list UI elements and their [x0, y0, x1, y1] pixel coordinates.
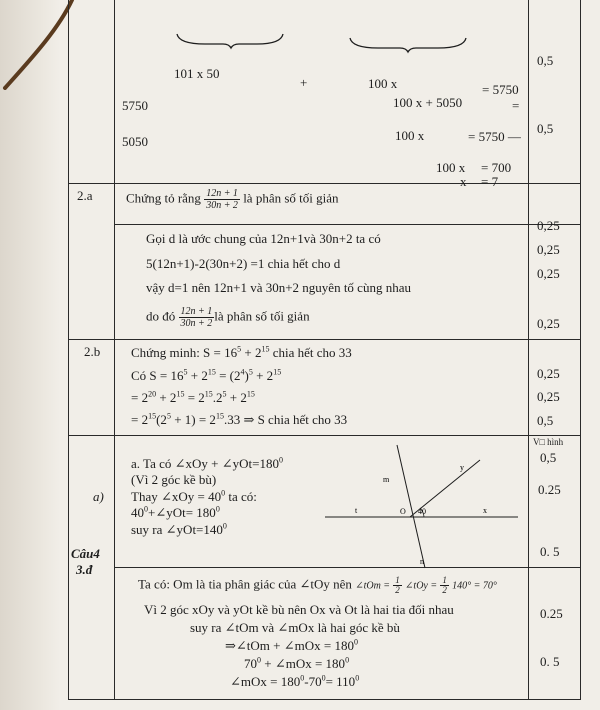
q2a-frac2-den: 30n + 2 [180, 318, 213, 329]
q2b-l1-e1: 5 [237, 344, 242, 354]
q4-b-line6 [230, 674, 359, 689]
q4-b-half1-den: 2 [395, 585, 400, 595]
q4-b-formula-c: 140° = 70° [452, 580, 497, 592]
p1-a-plus: + [300, 75, 308, 90]
q4-b-l6-e: 0 [300, 673, 305, 683]
underbrace-right [348, 36, 468, 54]
q2b-l3-c: = 2 [184, 390, 205, 405]
q2b-l1-c: chia hết cho 33 [269, 345, 352, 360]
q2a-score-2: 0,25 [537, 242, 560, 257]
p1-a-right: = 5750 [482, 82, 519, 97]
q2b-l1-b: + 2 [241, 345, 262, 360]
q2b-l4-e2: 5 [166, 411, 171, 421]
q4-a-l4-e: 0 [144, 504, 148, 514]
q4-b-line5 [244, 656, 349, 671]
q4-b-l6-e2: 0 [321, 673, 326, 683]
fig-x: x [483, 506, 487, 515]
q4-a-l4-s: +∠yOt= 180 [148, 505, 216, 520]
p1-a-mid: 100 x [368, 76, 398, 91]
q4-b-line4 [225, 638, 358, 653]
angle-figure [320, 440, 520, 570]
q2b-l4-e3: 15 [215, 411, 224, 421]
q4-score-4: 0.25 [540, 606, 563, 621]
q2b-l2-e3: 4 [240, 367, 245, 377]
fig-t: t [355, 506, 358, 515]
q4-a-l1-e: 0 [278, 455, 283, 465]
q2b-l3-d: .2 [212, 390, 223, 405]
q2b-l2-f: + 2 [252, 368, 274, 383]
q2b-line3 [131, 390, 255, 405]
q4-b-l5-s: + ∠mOx = 180 [261, 656, 346, 671]
q4-b-half-1 [393, 576, 402, 595]
p1-score-1: 0,5 [537, 53, 554, 68]
q2a-frac-den: 30n + 2 [206, 200, 238, 211]
q2b-l3-b: + 2 [156, 390, 177, 405]
q2a-line4-prefix: do đó [146, 308, 176, 324]
q4-b-half2-num: 1 [442, 575, 447, 585]
q4-score-1: 0,5 [540, 450, 557, 465]
q4-b-half-2 [440, 576, 449, 595]
q4-a-l3: Thay ∠xOy = 40 [131, 489, 222, 504]
p1-b-left: 5750 [122, 98, 148, 113]
q2a-score-1: 0,25 [537, 218, 560, 233]
q4-a-l1: a. Ta có ∠xOy + ∠yOt=180 [131, 456, 279, 471]
q2a-line1: Gọi d là ước chung của 12n+1và 30n+2 ta có [146, 231, 381, 246]
q4-a-l3-e: 0 [221, 488, 226, 498]
q2b-l2-e1: 5 [183, 367, 188, 377]
q2b-label: 2.b [84, 344, 101, 359]
table-border-left [68, 0, 69, 700]
q4-b-l5: 70 [244, 656, 257, 671]
p1-c-mid: 100 x [395, 128, 425, 143]
p1-b-mid: 100 x + 5050 [393, 95, 463, 110]
table-border-right [580, 0, 581, 700]
col-divider-score [528, 0, 529, 700]
q4-b-l1: Ta có: Om là tia phân giác của ∠tOy nên [138, 576, 352, 592]
q2b-l3-f: + 2 [226, 390, 247, 405]
q2b-l4-c: + 1) = 2 [170, 412, 216, 427]
q2b-l2-e2: 15 [207, 367, 216, 377]
q2a-line4-suffix: là phân số tối giản [214, 308, 310, 324]
q2a-title-prefix: Chứng tỏ rằng [126, 190, 201, 206]
q4-b-l6: ∠mOx = 180 [230, 674, 301, 689]
fig-o: O [400, 507, 406, 516]
q4-b-l5-e: 0 [257, 655, 261, 665]
q4-a-l3-s: ta có: [225, 489, 257, 504]
q4-a-l5: suy ra ∠yOt=140 [131, 522, 223, 537]
col-divider-label [114, 0, 115, 700]
p1-a-left: 101 x 50 [174, 66, 220, 81]
q2b-line4 [131, 412, 347, 427]
q4-b-l6-e3: 0 [355, 673, 360, 683]
q2b-l1-e2: 15 [261, 344, 270, 354]
q2b-line1 [131, 345, 352, 360]
row-divider-2 [68, 339, 580, 340]
row-divider-2a [114, 224, 580, 225]
q2a-title [126, 188, 339, 211]
q4-score-2: 0.25 [538, 482, 561, 497]
q4-b-l6-m: -70 [304, 674, 322, 689]
table-bottom [68, 699, 580, 700]
q4-b-formula-a: ∠tOm = [355, 580, 391, 592]
q4-a-line5 [131, 522, 227, 537]
q2b-l3-e2: 15 [176, 389, 185, 399]
hinh-note: V□ hình [533, 437, 564, 447]
q2a-line2: 5(12n+1)-2(30n+2) =1 chia hết cho d [146, 256, 341, 271]
q4-b-line3: suy ra ∠tOm và ∠mOx là hai góc kề bù [190, 620, 400, 635]
p1-c-left: 5050 [122, 134, 148, 149]
p1-e-right: = 7 [481, 174, 499, 189]
q4-a-line4 [131, 505, 220, 520]
q2b-l3-e3: 15 [204, 389, 213, 399]
q4-b-line2: Vì 2 góc xOy và yOt kề bù nên Ox và Ot là hai tia đối nhau [144, 602, 454, 617]
q2b-l3-e4: 5 [222, 389, 227, 399]
q4-a-l4: 40 [131, 505, 144, 520]
q2b-l4-e1: 15 [148, 411, 157, 421]
q2b-l2-e4: 5 [248, 367, 253, 377]
q4-score-5: 0. 5 [540, 654, 560, 669]
q4-b-l5-e2: 0 [345, 655, 350, 665]
q2a-score-4: 0,25 [537, 316, 560, 331]
q4-b-l6-s: = 110 [325, 674, 356, 689]
q2a-frac-num: 12n + 1 [206, 188, 238, 199]
q4-a-l5-e: 0 [222, 521, 227, 531]
q2b-l3-a: = 2 [131, 390, 149, 405]
q2b-l4-a: = 2 [131, 412, 149, 427]
p1-d-right: = 700 [481, 160, 512, 175]
q2a-label: 2.a [77, 188, 93, 203]
q4-a-line2: (Vì 2 góc kề bù) [131, 472, 217, 487]
q4-a-l4-e2: 0 [215, 504, 220, 514]
q2b-l2-d: ) [244, 368, 249, 383]
q4-sub: 3.đ [76, 562, 93, 577]
q4-b-half1-num: 1 [395, 575, 400, 585]
fig-40: 40 [418, 507, 426, 516]
row-divider-3 [68, 435, 580, 436]
p1-d-left: 100 x [436, 160, 466, 175]
q2b-l4-d: .33 ⇒ S chia hết cho 33 [223, 412, 348, 427]
fig-n: n [420, 557, 424, 566]
q4-part-label: a) [93, 489, 104, 504]
q4-score-3: 0. 5 [540, 544, 560, 559]
q2a-title-suffix: là phân số tối giản [243, 190, 339, 206]
q2b-line2 [131, 368, 281, 383]
q2b-score-1: 0,25 [537, 366, 560, 381]
q2b-l1-a: Chứng minh: S = 16 [131, 345, 238, 360]
q4-a-line3 [131, 489, 257, 504]
underbrace-left [175, 32, 285, 50]
q2b-l2-c: = (2 [215, 368, 241, 383]
q2b-score-2: 0,25 [537, 389, 560, 404]
q2a-frac2-num: 12n + 1 [180, 306, 213, 317]
q4-b-l4-e: 0 [353, 637, 358, 647]
q2b-l3-e1: 20 [148, 389, 157, 399]
p1-e-left: x [460, 174, 467, 189]
q2a-fraction [204, 188, 240, 211]
q2a-fraction-2 [179, 306, 215, 329]
page-shadow [0, 0, 60, 710]
p1-b-eq: = [512, 98, 520, 113]
fig-y: y [460, 463, 464, 472]
q2a-score-3: 0,25 [537, 266, 560, 281]
row-divider-1 [68, 183, 580, 184]
q2b-l2-a: Có S = 16 [131, 368, 184, 383]
q4-b-formula-b: ∠tOy = [405, 580, 438, 592]
q2b-l2-e5: 15 [273, 367, 282, 377]
fig-m: m [383, 475, 390, 484]
q2a-line3: vậy d=1 nên 12n+1 và 30n+2 nguyên tố cùng nhau [146, 280, 411, 295]
q2b-l2-b: + 2 [187, 368, 208, 383]
q4-b-l4: ⇒∠tOm + ∠mOx = 180 [225, 638, 354, 653]
q2a-line4 [146, 306, 310, 329]
q2b-l3-e5: 15 [246, 389, 255, 399]
q4-b-line1 [138, 576, 497, 595]
q2b-score-3: 0,5 [537, 413, 554, 428]
p1-c-right: = 5750 — [468, 129, 521, 144]
q2b-l4-b: (2 [156, 412, 167, 427]
q4-b-half2-den: 2 [442, 585, 447, 595]
q4-a-line1 [131, 456, 283, 471]
q4-label: Câu4 [71, 546, 100, 561]
p1-score-2: 0,5 [537, 121, 554, 136]
